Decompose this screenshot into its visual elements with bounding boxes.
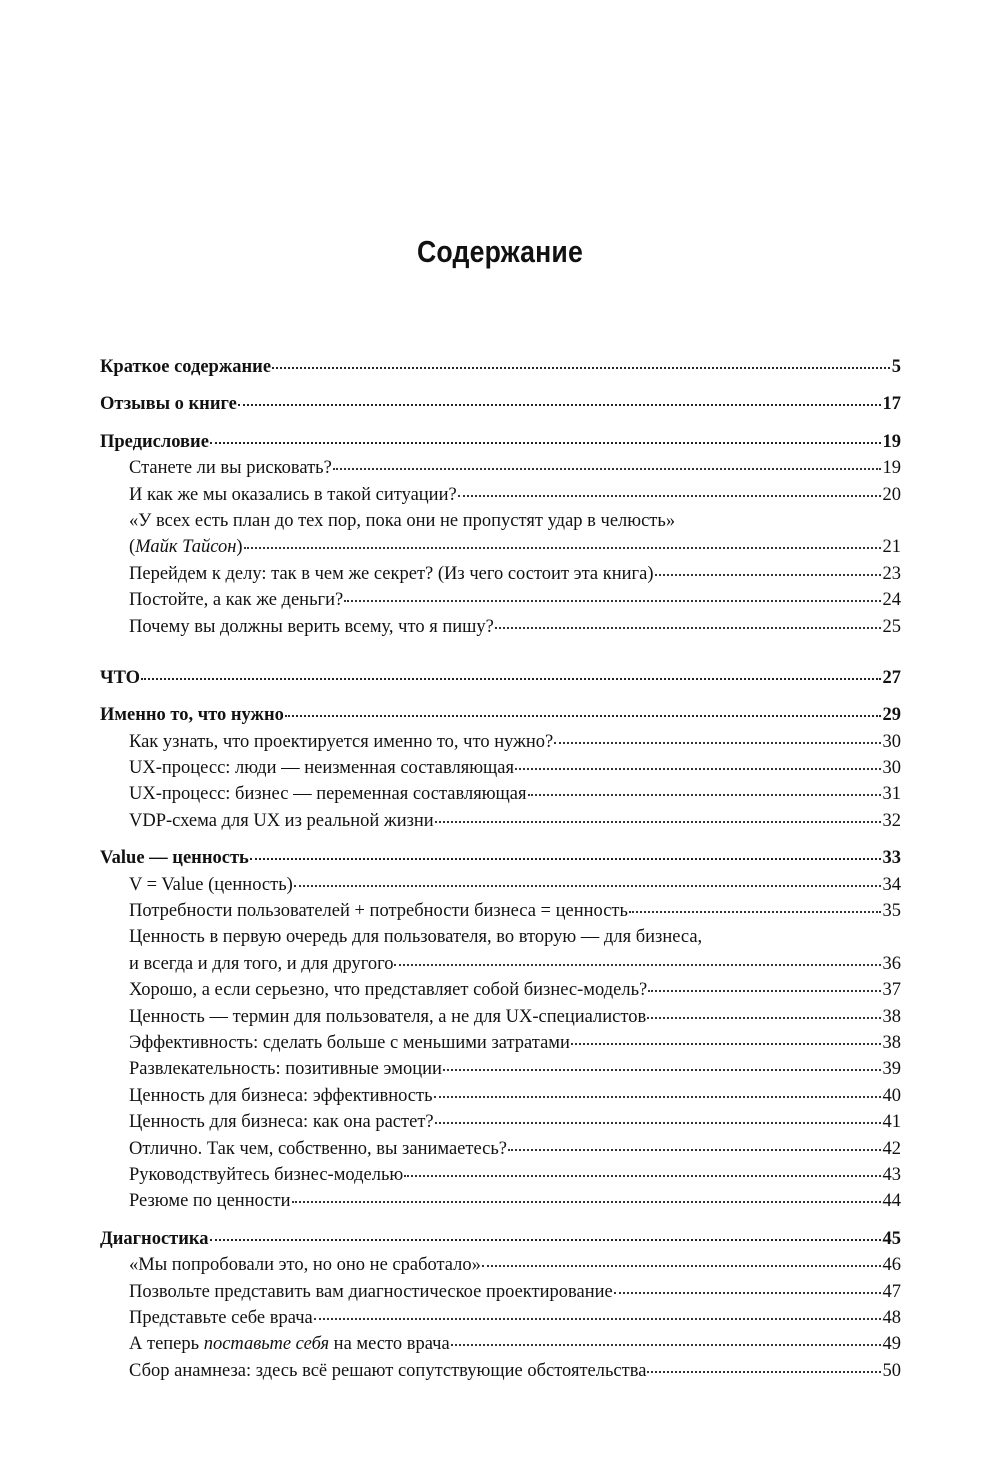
toc-spacer [100,834,901,845]
toc-spacer [100,1215,901,1226]
toc-page-number: 21 [882,537,901,558]
toc-spacer [100,380,901,391]
toc-section-entry[interactable] [100,587,901,613]
toc-page-number: 31 [882,784,901,805]
page-title: Содержание [417,234,583,269]
toc-section-entry[interactable] [100,1004,901,1030]
toc-page-number: 47 [882,1281,901,1302]
toc-entry-label: Отлично. Так чем, собственно, вы занимаетесь? [129,1138,507,1159]
toc-page-number: 5 [891,357,901,377]
toc-dot-leader [528,793,881,796]
toc-dot-leader [571,1042,881,1045]
toc-page-number: 50 [882,1360,901,1381]
toc-section-entry[interactable] [100,534,901,560]
toc-entry-label: Представьте себе врача [129,1307,313,1328]
toc-page-number: 20 [882,484,901,505]
toc-dot-leader [458,494,881,497]
toc-entry-label: VDP-схема для UX из реальной жизни [129,810,434,831]
toc-entry-label: Станете ли вы рисковать? [129,458,332,479]
toc-dot-leader [482,1264,881,1267]
toc-entry-label: Хорошо, а если серьезно, что представляет собой бизнес-модель? [129,980,648,1001]
toc-dot-leader [554,741,880,744]
toc-section-entry[interactable] [100,1252,901,1278]
toc-section-entry[interactable] [100,1279,901,1305]
toc-entry-label [129,534,243,560]
toc-entry-label: Постойте, а как же деньги? [129,590,344,611]
toc-page-number: 46 [882,1255,901,1276]
toc-dot-leader [344,599,880,602]
toc-dot-leader [250,857,881,860]
toc-entry-label: Ценность для бизнеса: эффективность [129,1085,433,1106]
toc-entry-label: Руководствуйтесь бизнес-моделью [129,1164,404,1185]
toc-section-entry[interactable] [100,1358,901,1384]
toc-entry-label: Почему вы должны верить всему, что я пишу? [129,616,494,637]
toc-dot-leader [515,767,880,770]
toc-page-number: 37 [882,980,901,1001]
toc-entry-label: Отзывы о книге [100,394,237,415]
toc-page-number: 35 [882,901,901,922]
toc-spacer [100,640,901,665]
toc-section-entry[interactable] [100,1056,901,1082]
toc-chapter-entry[interactable] [100,845,901,871]
toc-dot-leader [314,1317,881,1320]
toc-page-number: 23 [882,563,901,584]
toc-page-number: 25 [882,616,901,637]
toc-page-number: 33 [882,848,901,869]
toc-entry-label: Перейдем к делу: так в чем же секрет? (Из чего состоит эта книга) [129,563,654,584]
toc-page-number: 17 [882,394,901,415]
toc-dot-leader [443,1068,881,1071]
toc-dot-leader [333,467,881,470]
toc-page-number: 38 [882,1032,901,1053]
toc-page-number: 42 [882,1138,901,1159]
toc-page-number: 44 [882,1191,901,1212]
toc-section-entry[interactable] [100,1083,901,1109]
toc-page-number: 34 [882,874,901,895]
toc-entry-label: V = Value (ценность) [129,874,293,895]
toc-entry-label-part: на место врача [329,1334,450,1355]
toc-entry-label: и всегда и для того, и для другого [129,953,394,974]
toc-page-number: 39 [882,1059,901,1080]
toc-dot-leader [238,403,881,406]
toc-section-entry[interactable] [100,1305,901,1331]
toc-dot-leader [404,1174,880,1177]
toc-chapter-entry[interactable] [100,354,901,380]
toc-entry-label: Резюме по ценности [129,1191,291,1212]
toc-section-entry[interactable] [100,1331,901,1357]
toc-section-entry[interactable] [100,755,901,781]
toc-entry-label: И как же мы оказались в такой ситуации? [129,484,457,505]
toc-page-number: 19 [882,458,901,479]
toc-chapter-entry[interactable] [100,665,901,691]
toc-entry-label: Потребности пользователей + потребности бизнеса = ценность [129,901,628,922]
toc-entry-label: Ценность в первую очередь для пользователя, во вторую — для бизнеса, [129,927,703,948]
toc-section-entry[interactable] [100,614,901,640]
toc-dot-leader [292,1200,881,1203]
toc-dot-leader [647,1016,880,1019]
toc-page-number: 49 [882,1334,901,1355]
toc-section-entry[interactable] [100,482,901,508]
toc-dot-leader [495,626,881,629]
toc-section-entry[interactable] [100,808,901,834]
toc-dot-leader [394,963,880,966]
toc-entry-label: Развлекательность: позитивные эмоции [129,1059,442,1080]
toc-section-entry[interactable] [100,872,901,898]
toc-section-entry[interactable] [100,729,901,755]
toc-entry-label: Ценность для бизнеса: как она растет? [129,1112,434,1133]
toc-page-number: 29 [882,705,901,726]
toc-page-number: 48 [882,1307,901,1328]
toc-dot-leader [508,1148,881,1151]
toc-entry-label: UX-процесс: люди — неизменная составляющая [129,758,515,779]
toc-entry-label: UX-процесс: бизнес — переменная составляющая [129,784,527,805]
toc-page-number: 27 [882,667,901,688]
toc-section-entry[interactable] [100,455,901,481]
toc-dot-leader [244,546,881,549]
toc-section-entry[interactable] [100,898,901,924]
toc-entry-label: Именно то, что нужно [100,705,284,726]
toc-dot-leader [294,884,881,887]
toc-chapter-entry[interactable] [100,1226,901,1252]
toc-entry-label: Краткое содержание [100,357,272,377]
toc-dot-leader [451,1343,881,1346]
toc-section-entry[interactable] [100,924,901,950]
toc-entry-label-part: ) [236,537,243,558]
toc-page-number: 45 [882,1228,901,1249]
toc-dot-leader [272,366,890,369]
toc-dot-leader [210,441,881,444]
toc-dot-leader [434,1095,881,1098]
toc-page-number: 43 [882,1164,901,1185]
toc-page-number: 30 [882,731,901,752]
toc-chapter-entry[interactable] [100,391,901,417]
toc-dot-leader [285,714,881,717]
toc-entry-label: Эффективность: сделать больше с меньшими затратами [129,1032,570,1053]
toc-entry-label: Сбор анамнеза: здесь всё решают сопутствующие обстоятельства [129,1360,647,1381]
toc-page-number: 38 [882,1006,901,1027]
toc-chapter-entry[interactable] [100,702,901,728]
toc-section-entry[interactable] [100,561,901,587]
toc-entry-label-part: ( [129,537,136,558]
toc-dot-leader [435,1121,881,1124]
toc-section-entry[interactable] [100,1109,901,1135]
toc-entry-label: «Мы попробовали это, но оно не сработало» [129,1255,481,1276]
toc-dot-leader [629,910,881,913]
toc-entry-label: Диагностика [100,1228,209,1249]
toc-spacer [100,418,901,429]
toc-entry-label-part: А теперь [129,1334,204,1355]
toc-entry-label: Value — ценность [100,848,249,869]
toc-entry-label-italic: поставьте себя [203,1334,330,1355]
toc-page-number: 41 [882,1112,901,1133]
toc-dot-leader [141,677,880,680]
toc-section-entry[interactable] [100,977,901,1003]
toc-dot-leader [210,1238,881,1241]
toc-entry-label: Ценность — термин для пользователя, а не для UX-специалистов [129,1006,647,1027]
toc-dot-leader [655,573,881,576]
toc-entry-label: Как узнать, что проектируется именно то, что нужно? [129,731,554,752]
toc-page-number: 40 [882,1085,901,1106]
toc-section-entry[interactable] [100,951,901,977]
toc-entry-label: Позвольте представить вам диагностическое проектирование [129,1281,613,1302]
toc-dot-leader [648,989,880,992]
toc-entry-label: ЧТО [100,667,141,688]
toc-page-number: 19 [882,431,901,452]
toc-section-entry[interactable] [100,1030,901,1056]
toc-page-number: 36 [882,953,901,974]
toc-entry-label [129,1331,450,1357]
toc-section-entry[interactable] [100,1136,901,1162]
toc-section-entry[interactable] [100,781,901,807]
toc-spacer [100,691,901,702]
toc-page-number: 32 [882,810,901,831]
toc-section-entry[interactable] [100,1188,901,1214]
toc-section-entry[interactable] [100,1162,901,1188]
toc-dot-leader [435,820,881,823]
toc-page-number: 30 [882,758,901,779]
toc-dot-leader [647,1370,880,1373]
toc-entry-label: «У всех есть план до тех пор, пока они не пропустят удар в челюсть» [129,510,676,531]
toc-page-number: 24 [882,590,901,611]
toc-entry-label-italic: Майк Тайсон [135,537,237,558]
toc-entry-label: Предисловие [100,431,209,452]
toc-section-entry[interactable] [100,508,901,534]
toc-chapter-entry[interactable] [100,429,901,455]
table-of-contents [100,354,901,1384]
toc-dot-leader [614,1291,881,1294]
